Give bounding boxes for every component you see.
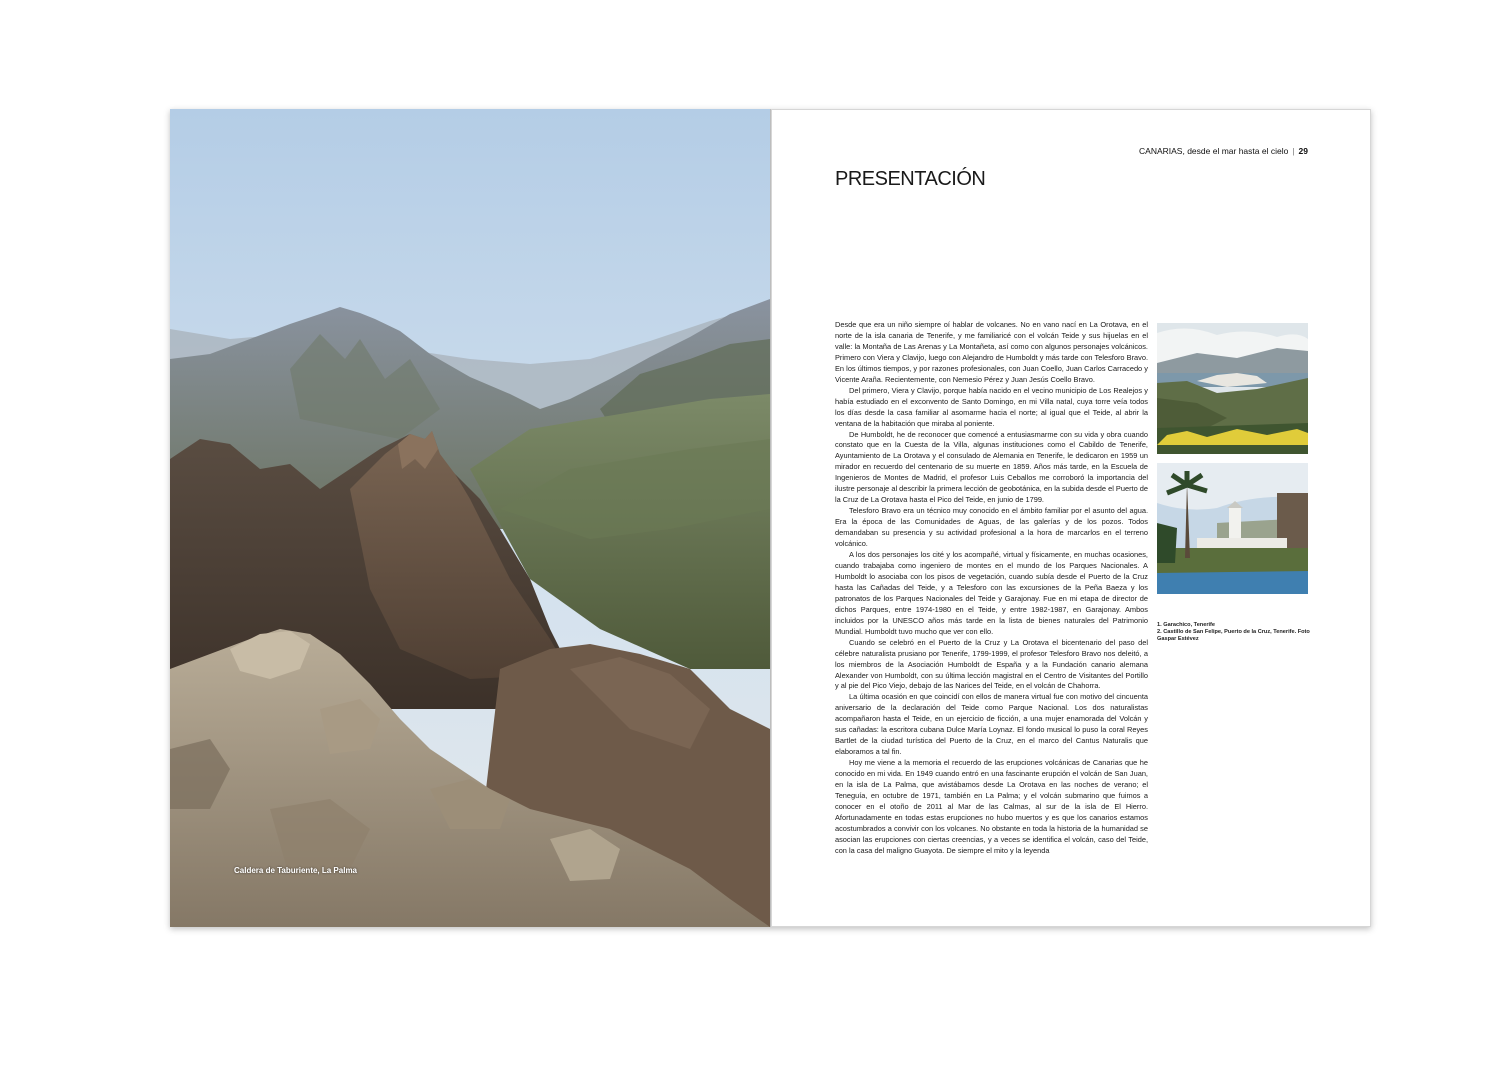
paragraph: Cuando se celebró en el Puerto de la Cruz y La Orotava el bicentenario del paso del célebre naturalista prusiano por Tenerife, 1799-1999, el profesor Telesforo Bravo nos deleitó, a los miembros de la Asociación Humboldt de España y a la Fundación canario alemana Alexander von Humboldt, con su última lección magistral en el Centro de Visitantes del Portillo y al pie del Pico Viejo, debajo de las Narices del Teide, en el volcán de Chahorra.: [835, 637, 1148, 691]
paragraph: De Humboldt, he de reconocer que comencé a entusiasmarme con su vida y obra cuando constato que en la Cuesta de la Villa, algunas instituciones como el Cabildo de Tenerife, Ayuntamiento de La Orotava y el consulado de Alemania en Tenerife, le dedicaron en 1959 un mirador en recuerdo del centenario de su muerte en 1859. Años más tarde, en la Escuela de Ingenieros de Montes de Madrid, el profesor Luis Ceballos me corroboró la importancia del ilustre personaje al describir la primera lección de geobotánica, en la subida desde el Puerto de la Cruz de La Orotava hasta el Pico del Teide, en junio de 1799.: [835, 429, 1148, 505]
right-page: [771, 109, 1371, 927]
paragraph: Del primero, Viera y Clavijo, porque había nacido en el vecino municipio de Los Realejos y había estudiado en el exconvento de Santo Domingo, en mi Villa natal, cuya torre veía todos los días desde la casa familiar al asomarme hacia el norte; al igual que el Teide, al abrir la ventana de la habitación que miraba al poniente.: [835, 385, 1148, 428]
page-title: PRESENTACIÓN: [835, 168, 986, 190]
garachico-photo: [1157, 323, 1308, 454]
paragraph: A los dos personajes los cité y los acompañé, virtual y físicamente, en muchas ocasiones, cuando trabajaba como ingeniero de montes en el mundo de los Parques Nacionales. A Humboldt lo asociaba con los pisos de vegetación, cuando subía desde el Puerto de la Cruz hasta las Cañadas del Teide, y a Telesforo con las excursiones de la Peña Baeza y los patronatos de los Parques Nacionales del Teide y Garajonay. Fue en mi etapa de director de dichos Parques, entre 1974-1980 en el Teide, y entre 1982-1987, en Garajonay. Ambos incluidos por la UNESCO años más tarde en la lista de bienes naturales del Patrimonio Mundial. Humboldt tuvo mucho que ver con ello.: [835, 550, 1148, 636]
body-text: [835, 320, 1148, 860]
paragraph: Desde que era un niño siempre oí hablar de volcanes. No en vano nací en La Orotava, en el norte de la isla canaria de Tenerife, y me familiaricé con el volcán Teide y sus hijuelas en el valle: la Montaña de Las Arenas y La Montañeta, así como con algunos personajes volcánicos. Primero con Viera y Clavijo, luego con Alejandro de Humboldt y más tarde con Telesforo Bravo. En los últimos tiempos, y por razones profesionales, con Juan Coello, Juan Carlos Carracedo y Vicente Araña. Recientemente, con Nemesio Pérez y Juan Jesús Coello Bravo.: [835, 320, 1148, 384]
figure-caption: 2. Castillo de San Felipe, Puerto de la Cruz, Tenerife. Foto Gaspar Estévez: [1157, 629, 1310, 642]
figure-garachico: [1157, 323, 1308, 454]
landscape-photo: [170, 109, 770, 927]
photo-caption: Caldera de Taburiente, La Palma: [234, 866, 358, 875]
paragraph: Telesforo Bravo era un técnico muy conocido en el ámbito familiar por el asunto del agua. Era la época de las Comunidades de Aguas, de las galerías y de los pozos. Todos demandaban su presencia y su actividad profesional a la hora de marcarlos en el terreno volcánico.: [835, 506, 1148, 549]
left-page: [170, 109, 770, 927]
running-head-separator: |: [1292, 146, 1295, 156]
figure-captions: [1157, 622, 1317, 643]
castillo-photo: [1157, 463, 1308, 594]
running-head: [1139, 146, 1308, 156]
paragraph: La última ocasión en que coincidí con ellos de manera virtual fue con motivo del cincuenta aniversario de la declaración del Teide como Parque Nacional. Los dos naturalistas acompañaron hasta el Teide, en un ejercicio de ficción, a una mujer enamorada del Volcán y sus cañadas: la escritora cubana Dulce María Loynaz. El fondo musical lo puso la coral Reyes Bartlet de la ciudad turística del Puerto de la Cruz, en el marco del Cantus Naturalis que elaboramos a tal fin.: [835, 692, 1148, 757]
figure-caption: 1. Garachico, Tenerife: [1157, 622, 1216, 628]
figure-castillo: [1157, 463, 1308, 594]
book-spread: [170, 109, 1371, 927]
page-number: 29: [1298, 146, 1308, 156]
book-title: CANARIAS, desde el mar hasta el cielo: [1139, 146, 1289, 156]
paragraph: Hoy me viene a la memoria el recuerdo de las erupciones volcánicas de Canarias que he conocido en mi vida. En 1949 cuando entró en una fascinante erupción el volcán de San Juan, en la isla de La Palma, que avistábamos desde La Orotava en las noches de verano; el Teneguía, en octubre de 1971, también en La Palma; y el volcán submarino que fuimos a conocer en el otoño de 2011 al Mar de las Calmas, al sur de la isla de El Hierro. Afortunadamente en todas estas erupciones no hubo muertos y es que los canarios estamos acostumbrados a convivir con los volcanes. No obstante en toda la historia de la humanidad se asocian las erupciones con ciertas creencias, y a veces se identifica el volcán, caso del Teide, con la casa del maligno Guayota. De siempre el mito y la leyenda: [835, 758, 1148, 855]
